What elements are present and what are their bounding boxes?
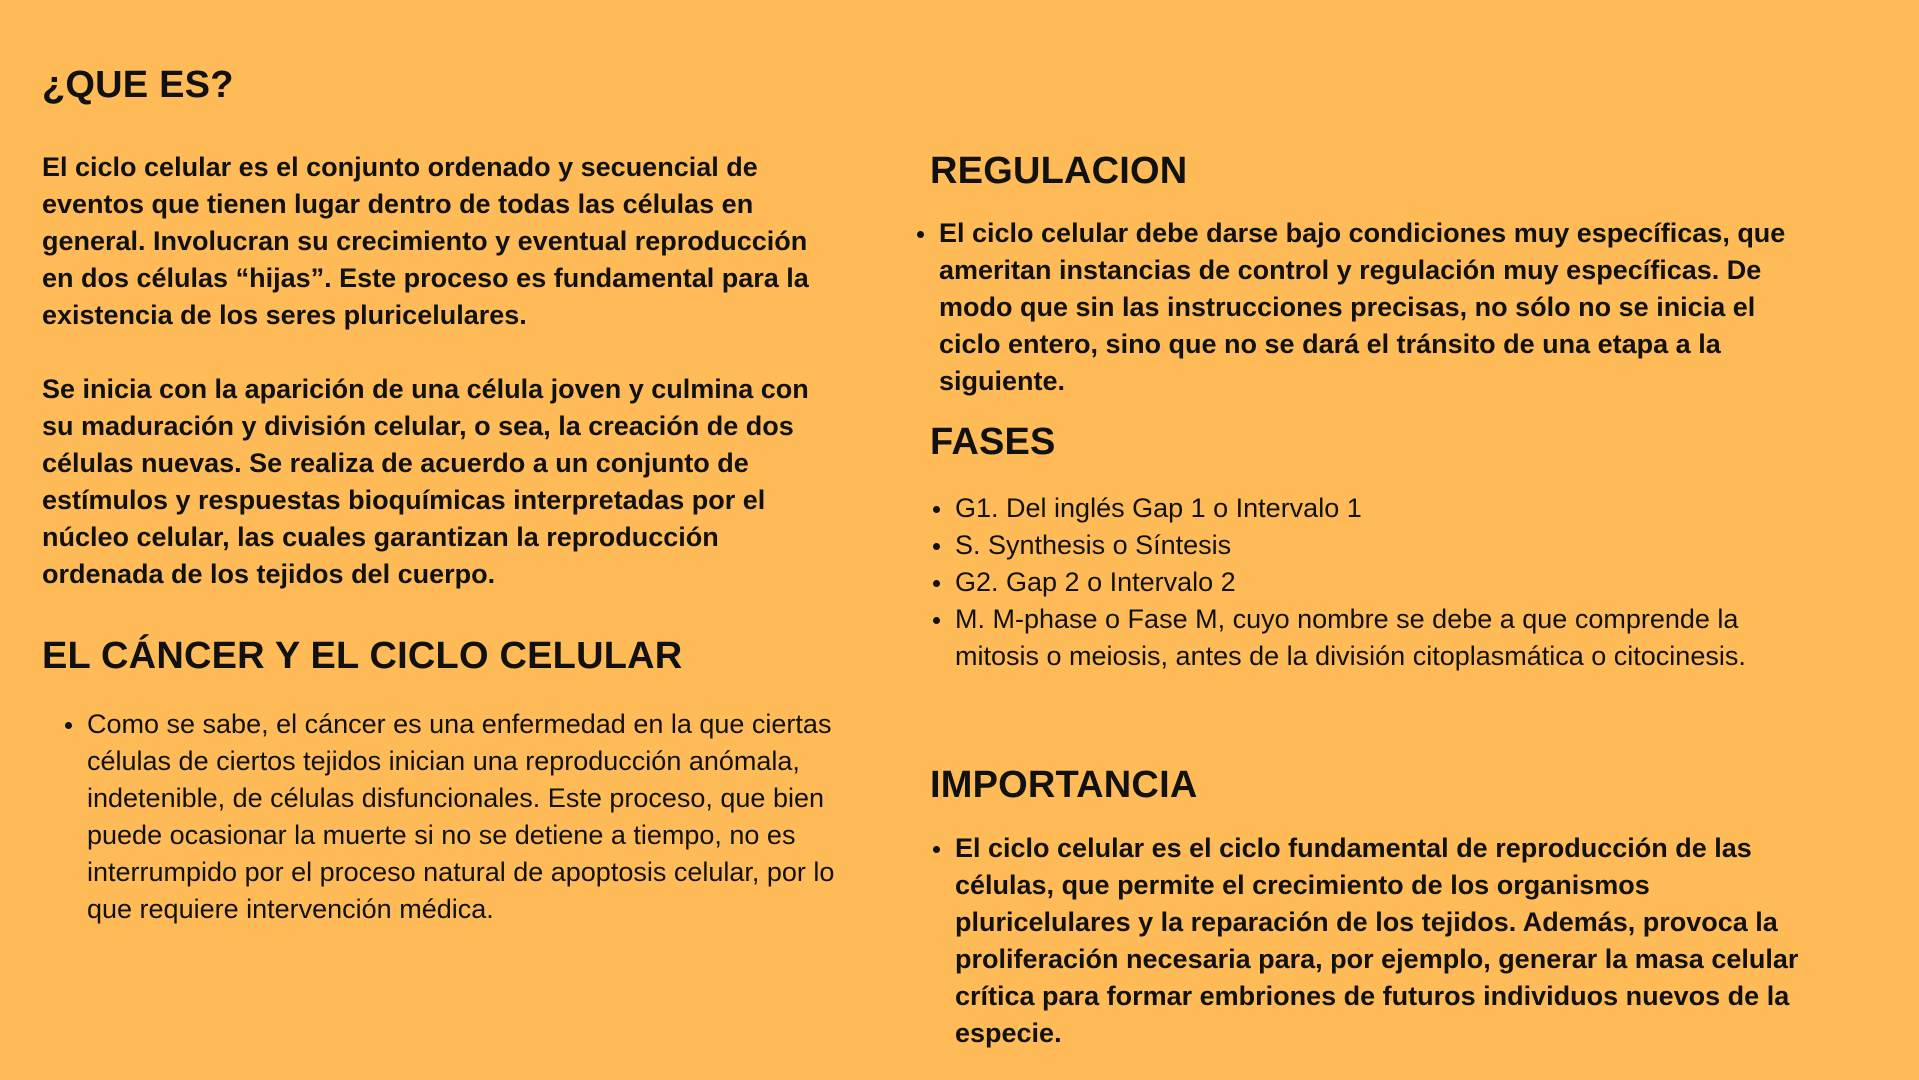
cancer-bullet: Como se sabe, el cáncer es una enfermedad en la que ciertas células de ciertos tejidos inician una reproducción anómala, indetenible, de células disfuncionales. Este proceso, que bien puede ocasionar la muerte si no se detiene a tiempo, no es interrumpido por el proceso natural de apoptosis celular, por lo que requiere intervención médica.	[87, 706, 835, 928]
fases-list	[955, 490, 1825, 675]
importancia-list	[955, 830, 1825, 1052]
fases-bullet-s: S. Synthesis o Síntesis	[955, 527, 1825, 564]
fases-heading: FASES	[930, 421, 1056, 463]
regulacion-bullet: El ciclo celular debe darse bajo condiciones muy específicas, que ameritan instancias de control y regulación muy específicas. De modo que sin las instrucciones precisas, no sólo no se inicia el ciclo entero, sino que no se dará el tránsito de una etapa a la siguiente.	[939, 215, 1819, 400]
que-es-paragraph-1: El ciclo celular es el conjunto ordenado y secuencial de eventos que tienen lugar dentro de todas las células en general. Involucran su crecimiento y eventual reproducción en dos células “hijas”. Este proceso es fundamental para la existencia de los seres pluricelulares.	[42, 152, 809, 330]
fases-bullet-g2: G2. Gap 2 o Intervalo 2	[955, 564, 1825, 601]
que-es-paragraph-2: Se inicia con la aparición de una célula joven y culmina con su maduración y división celular, o sea, la creación de dos células nuevas. Se realiza de acuerdo a un conjunto de estímulos y respuestas bioquímicas interpretadas por el núcleo celular, las cuales garantizan la reproducción ordenada de los tejidos del cuerpo.	[42, 374, 809, 589]
importancia-bullet: El ciclo celular es el ciclo fundamental de reproducción de las células, que permite el crecimiento de los organismos pluricelulares y la reparación de los tejidos. Además, provoca la proliferación necesaria para, por ejemplo, generar la masa celular crítica para formar embriones de futuros individuos nuevos de la especie.	[955, 830, 1825, 1052]
cancer-list	[87, 706, 835, 928]
regulacion-heading: REGULACION	[930, 150, 1188, 192]
fases-bullet-m: M. M-phase o Fase M, cuyo nombre se debe a que comprende la mitosis o meiosis, antes de la división citoplasmática o citocinesis.	[955, 601, 1825, 675]
regulacion-list	[939, 215, 1819, 400]
que-es-heading: ¿QUE ES?	[42, 64, 234, 106]
fases-bullet-g1: G1. Del inglés Gap 1 o Intervalo 1	[955, 490, 1825, 527]
importancia-heading: IMPORTANCIA	[930, 764, 1198, 806]
cancer-heading: EL CÁNCER Y EL CICLO CELULAR	[42, 635, 683, 677]
